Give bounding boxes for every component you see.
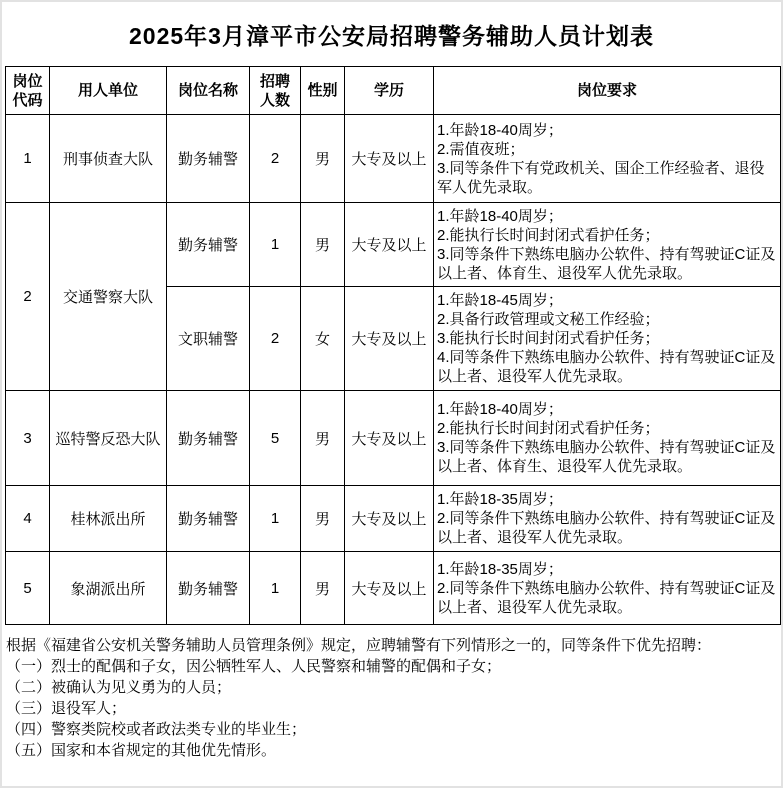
title-bar <box>2 2 781 66</box>
cell-education: 大专及以上 <box>345 391 434 486</box>
cell-job-title: 勤务辅警 <box>167 203 250 287</box>
table-row <box>6 115 781 203</box>
requirement-line: 1.年龄18-40周岁； <box>437 121 563 139</box>
header-gender: 性别 <box>301 67 345 115</box>
cell-job-requirements <box>434 287 781 391</box>
requirement-line: 1.年龄18-40周岁； <box>437 401 563 418</box>
notes-item-2: （二）被确认为见义勇为的人员； <box>6 679 232 696</box>
requirement-line: 1.年龄18-35周岁； <box>437 560 563 578</box>
notes-item-5: （五）国家和本省规定的其他优先情形。 <box>6 742 277 759</box>
cell-gender: 男 <box>301 486 345 552</box>
cell-recruit-count: 2 <box>250 287 301 391</box>
cell-gender: 男 <box>301 552 345 625</box>
cell-job-title: 勤务辅警 <box>167 486 250 552</box>
cell-education: 大专及以上 <box>345 552 434 625</box>
cell-employer-unit: 巡特警反恐大队 <box>50 391 167 486</box>
cell-job-code: 1 <box>6 115 50 203</box>
cell-job-code: 2 <box>6 203 50 391</box>
requirement-line: 2.需值夜班； <box>437 140 525 158</box>
cell-job-code: 3 <box>6 391 50 486</box>
requirement-line: 2.具备行政管理或文秘工作经验； <box>437 311 660 328</box>
requirement-line: 3.能执行长时间封闭式看护任务； <box>437 330 660 347</box>
cell-job-title: 勤务辅警 <box>167 552 250 625</box>
table-row <box>6 486 781 552</box>
requirement-line: 2.同等条件下熟练电脑办公软件、持有驾驶证C证及以上者、退役军人优先录取。 <box>437 579 776 616</box>
header-recruit-count: 招聘人数 <box>250 67 301 115</box>
cell-job-code: 5 <box>6 552 50 625</box>
cell-job-code: 4 <box>6 486 50 552</box>
header-education: 学历 <box>345 67 434 115</box>
notes-item-3: （三）退役军人； <box>6 700 127 717</box>
requirement-line: 3.同等条件下有党政机关、国企工作经验者、退役军人优先录取。 <box>437 159 765 196</box>
header-job-code: 岗位代码 <box>6 67 50 115</box>
priority-recruitment-notes <box>6 635 777 761</box>
cell-gender: 男 <box>301 391 345 486</box>
requirement-line: 1.年龄18-40周岁； <box>437 207 563 225</box>
cell-job-requirements <box>434 115 781 203</box>
notes-item-1: （一）烈士的配偶和子女，因公牺牲军人、人民警察和辅警的配偶和子女； <box>6 658 502 675</box>
cell-job-requirements <box>434 552 781 625</box>
requirement-line: 4.同等条件下熟练电脑办公软件、持有驾驶证C证及以上者、退役军人优先录取。 <box>437 349 776 385</box>
notes-intro: 根据《福建省公安机关警务辅助人员管理条例》规定，应聘辅警有下列情形之一的，同等条件下优先招聘： <box>6 637 712 654</box>
cell-education: 大专及以上 <box>345 115 434 203</box>
recruitment-table <box>5 66 781 625</box>
cell-job-title: 勤务辅警 <box>167 391 250 486</box>
notes-item-4: （四）警察类院校或者政法类专业的毕业生； <box>6 721 307 738</box>
requirement-line: 2.能执行长时间封闭式看护任务； <box>437 226 660 244</box>
requirement-line: 1.年龄18-35周岁； <box>437 491 563 508</box>
cell-recruit-count: 1 <box>250 552 301 625</box>
cell-recruit-count: 1 <box>250 203 301 287</box>
page-title: 2025年3月漳平市公安局招聘警务辅助人员计划表 <box>129 22 654 49</box>
cell-job-title: 勤务辅警 <box>167 115 250 203</box>
cell-recruit-count: 5 <box>250 391 301 486</box>
cell-recruit-count: 1 <box>250 486 301 552</box>
cell-gender: 男 <box>301 203 345 287</box>
cell-job-requirements <box>434 391 781 486</box>
requirement-line: 2.同等条件下熟练电脑办公软件、持有驾驶证C证及以上者、退役军人优先录取。 <box>437 510 776 546</box>
table-header-row <box>6 67 781 115</box>
table-row <box>6 391 781 486</box>
cell-employer-unit: 刑事侦查大队 <box>50 115 167 203</box>
requirement-line: 3.同等条件下熟练电脑办公软件、持有驾驶证C证及以上者、体育生、退役军人优先录取。 <box>437 439 776 475</box>
requirement-line: 1.年龄18-45周岁； <box>437 292 563 309</box>
cell-job-requirements <box>434 486 781 552</box>
cell-employer-unit: 交通警察大队 <box>50 203 167 391</box>
table-row <box>6 203 781 287</box>
cell-gender: 女 <box>301 287 345 391</box>
header-employer-unit: 用人单位 <box>50 67 167 115</box>
cell-employer-unit: 象湖派出所 <box>50 552 167 625</box>
cell-education: 大专及以上 <box>345 287 434 391</box>
table-row <box>6 552 781 625</box>
requirement-line: 2.能执行长时间封闭式看护任务； <box>437 420 660 437</box>
cell-job-requirements <box>434 203 781 287</box>
cell-education: 大专及以上 <box>345 203 434 287</box>
cell-education: 大专及以上 <box>345 486 434 552</box>
cell-job-title: 文职辅警 <box>167 287 250 391</box>
cell-gender: 男 <box>301 115 345 203</box>
requirement-line: 3.同等条件下熟练电脑办公软件、持有驾驶证C证及以上者、体育生、退役军人优先录取。 <box>437 245 776 282</box>
cell-employer-unit: 桂林派出所 <box>50 486 167 552</box>
cell-recruit-count: 2 <box>250 115 301 203</box>
header-job-title: 岗位名称 <box>167 67 250 115</box>
header-job-requirements: 岗位要求 <box>434 67 781 115</box>
